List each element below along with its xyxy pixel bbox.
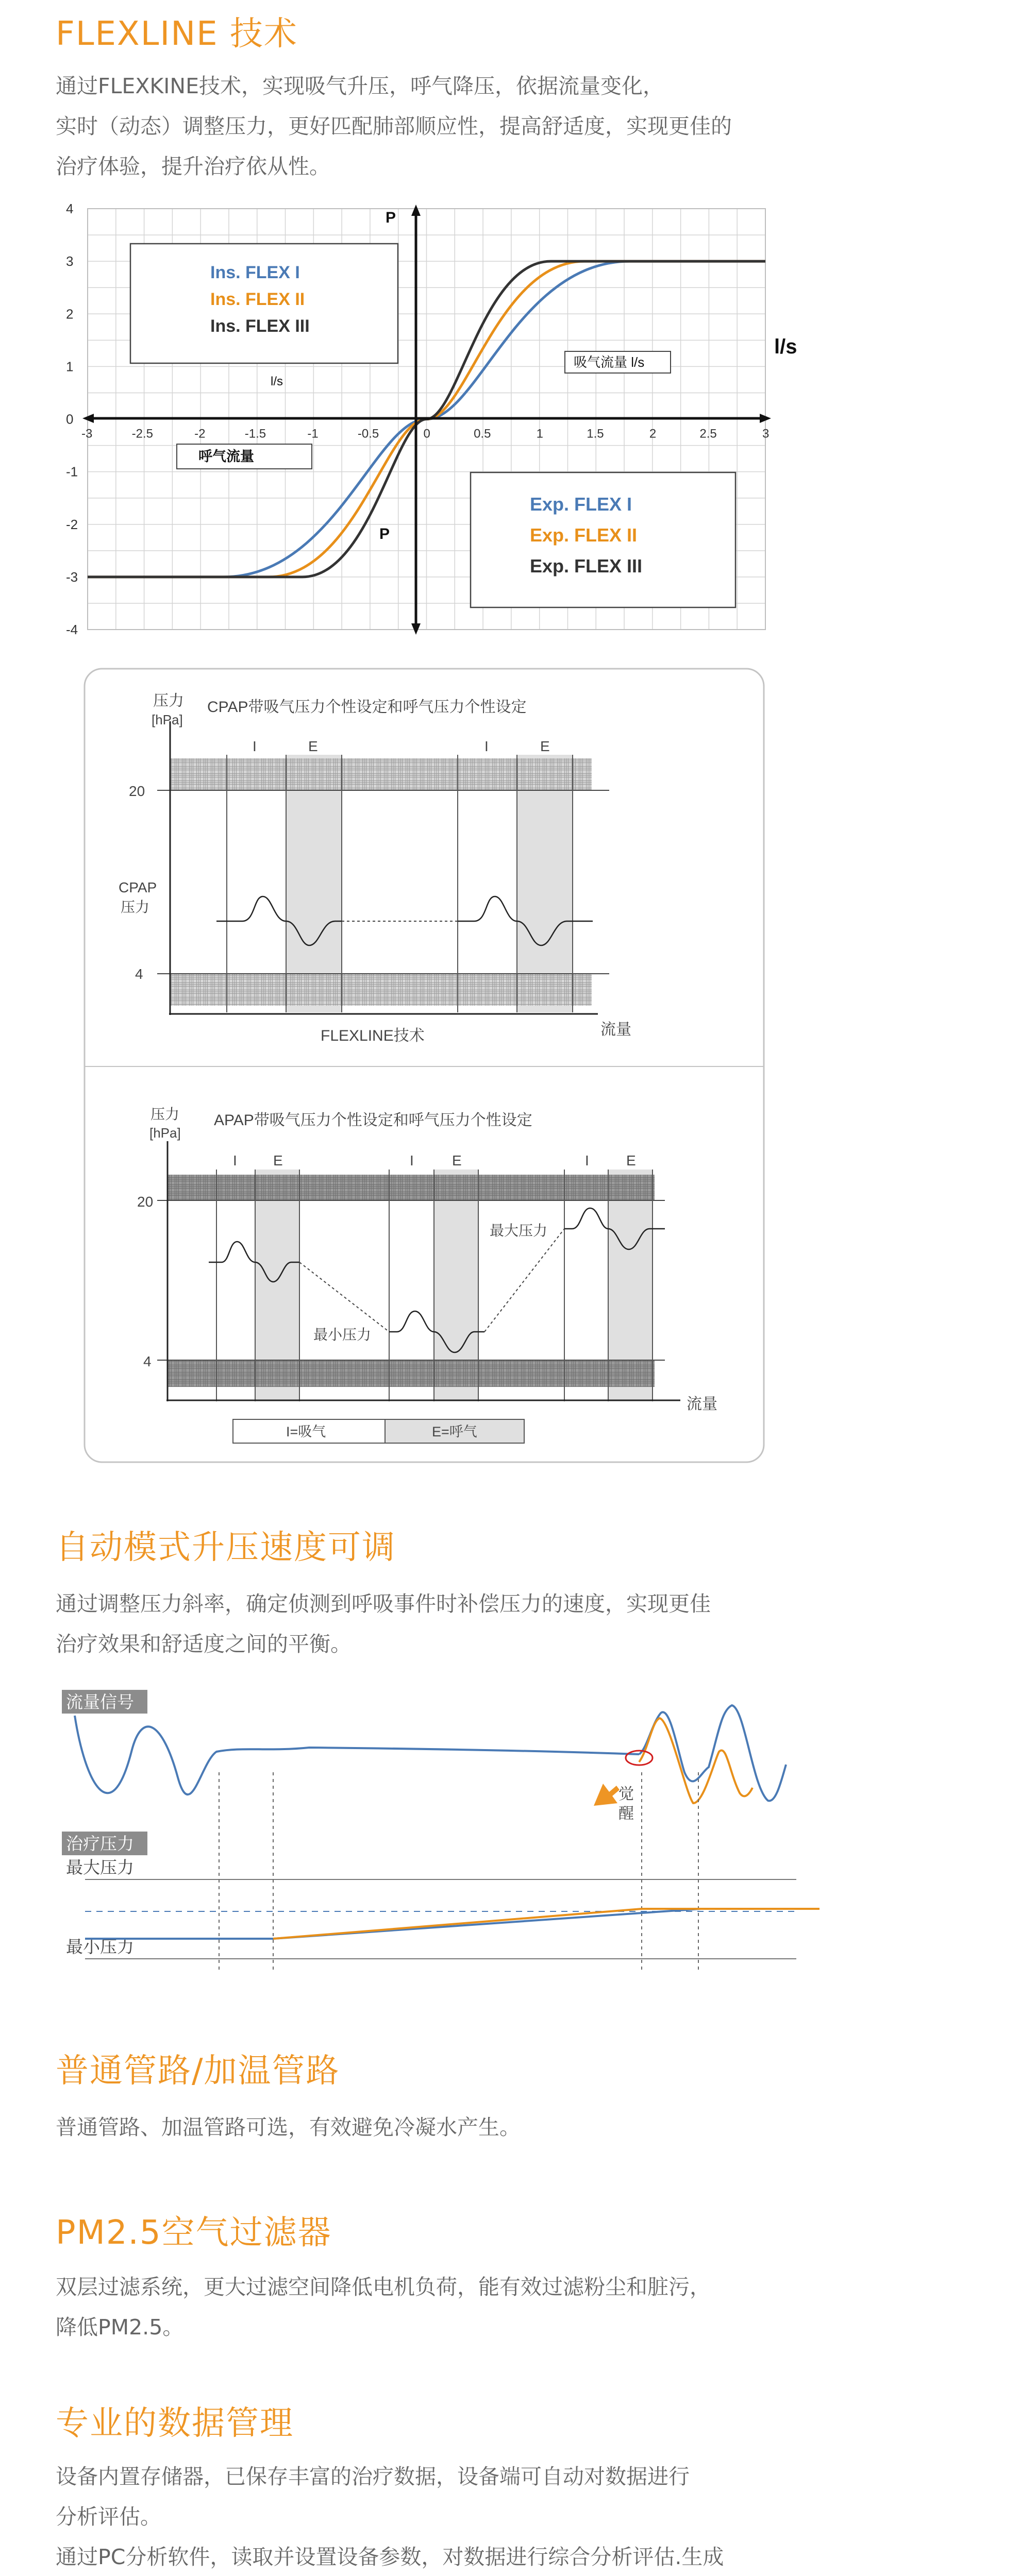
flow-signal-response: [639, 1718, 753, 1803]
ramp-line-2: 治疗效果和舒适度之间的平衡。: [56, 1632, 352, 1656]
section-title-data: 专业的数据管理: [56, 2404, 294, 2443]
cpap-mid-label-2: 压力: [121, 899, 150, 915]
ramp-chart: [0, 1685, 850, 1973]
ls-axis-label: l/s: [774, 335, 797, 358]
p-axis-label-top: P: [386, 209, 396, 226]
pressure-orange-ramp: [273, 1909, 820, 1939]
apap-legend-exhale: E=呼气: [432, 1424, 477, 1439]
x-tick-label: -1: [307, 427, 319, 441]
cpap-tick-20: 20: [129, 783, 145, 799]
ins-flex-3: Ins. FLEX III: [210, 316, 310, 336]
section-title-tubing: 普通管路/加温管路: [56, 2052, 340, 2090]
apap-phase-e-3: E: [626, 1153, 636, 1168]
apap-phase-i-3: I: [585, 1153, 589, 1168]
y-tick-label: -2: [66, 516, 78, 532]
x-tick-label: -1.5: [244, 427, 266, 441]
y-tick-label: -1: [66, 464, 78, 480]
section-title-filter: PM2.5空气过滤器: [56, 2214, 332, 2252]
cpap-ylabel-1: 压力: [153, 692, 184, 709]
min-pressure-label: 最小压力: [66, 1937, 134, 1956]
data-line-3: 通过PC分析软件，读取并设置设备参数，对数据进行综合分析评估.生成: [56, 2545, 724, 2569]
x-tick-label: 2: [649, 427, 657, 441]
apap-phase-i-1: I: [233, 1153, 237, 1168]
y-tick-label: 1: [66, 359, 74, 375]
cpap-xlabel: 流量: [600, 1021, 631, 1038]
flexline-line-3: 治疗体验，提升治疗依从性。: [56, 154, 330, 179]
x-tick-label: -2.5: [131, 427, 153, 441]
cpap-ylabel-2: [hPa]: [152, 712, 183, 727]
flexline-line-1: 通过FLEXKINE技术，实现吸气升压，呼气降压，依据流量变化，: [56, 74, 664, 98]
ls-small-label: l/s: [271, 375, 283, 388]
x-tick-label: 1: [536, 427, 544, 441]
tubing-line-1: 普通管路、加温管路可选，有效避免冷凝水产生。: [56, 2115, 521, 2140]
cpap-mid-label-1: CPAP: [119, 879, 157, 895]
flexline-line-2: 实时（动态）调整压力，更好匹配肺部顺应性，提高舒适度，实现更佳的: [56, 114, 732, 139]
apap-min-label: 最小压力: [313, 1327, 372, 1343]
y-tick-label: -3: [66, 569, 78, 585]
x-tick-label: 3: [762, 427, 770, 441]
exp-flex-1: Exp. FLEX I: [530, 494, 632, 515]
y-tick-label: 4: [66, 201, 74, 216]
apap-title: APAP带吸气压力个性设定和呼气压力个性设定: [214, 1112, 532, 1129]
filter-line-2: 降低PM2.5。: [56, 2315, 184, 2340]
x-tick-label: -0.5: [357, 427, 379, 441]
data-line-1: 设备内置存储器，已保存丰富的治疗数据，设备端可自动对数据进行: [56, 2464, 690, 2489]
y-axis-top-arrow: [411, 205, 421, 216]
y-tick-label: 0: [66, 411, 74, 427]
ins-flex-2: Ins. FLEX II: [210, 290, 305, 309]
x-tick-label: 2.5: [699, 427, 717, 441]
max-pressure-label: 最大压力: [66, 1858, 134, 1877]
apap-ylabel-2: [hPa]: [149, 1125, 181, 1141]
x-tick-label: 0: [423, 427, 430, 441]
cpap-tick-4: 4: [135, 966, 143, 982]
section-title-ramp: 自动模式升压速度可调: [56, 1529, 396, 1567]
cpap-lower-hatch: [170, 974, 592, 1006]
section-title-flexline: FLEXLINE 技术: [56, 15, 298, 53]
x-tick-label: 0.5: [474, 427, 491, 441]
cpap-phase-e-1: E: [308, 738, 318, 754]
y-tick-label: -4: [66, 622, 78, 637]
cpap-phase-i-1: I: [253, 738, 257, 754]
x-tick-label: -3: [81, 427, 93, 441]
p-axis-label-bottom: P: [379, 526, 390, 543]
flow-signal-curve: [75, 1716, 639, 1794]
data-line-2: 分析评估。: [56, 2504, 161, 2529]
therapy-pressure-label: 治疗压力: [66, 1834, 134, 1853]
cpap-title: CPAP带吸气压力个性设定和呼气压力个性设定: [207, 699, 527, 716]
exp-flex-3: Exp. FLEX III: [530, 555, 643, 577]
apap-max-label: 最大压力: [490, 1223, 548, 1239]
pressure-diagram-panel: [0, 659, 804, 1479]
apap-xlabel: 流量: [687, 1396, 717, 1413]
exp-flex-2: Exp. FLEX II: [530, 524, 638, 546]
ramp-line-1: 通过调整压力斜率，确定侦测到呼吸事件时补偿压力的速度，实现更佳: [56, 1591, 711, 1616]
wake-label-1: 觉: [618, 1786, 634, 1803]
wake-arrow-icon: [594, 1784, 620, 1806]
x-tick-label: -2: [194, 427, 206, 441]
inhale-flow-label: 吸气流量 l/s: [574, 354, 645, 370]
cpap-phase-e-2: E: [540, 738, 550, 754]
cpap-upper-hatch: [170, 758, 592, 790]
pressure-blue-ramp: [85, 1909, 701, 1939]
cpap-footer: FLEXLINE技术: [321, 1027, 425, 1044]
apap-lower-hatch: [168, 1360, 655, 1387]
apap-tick-20: 20: [137, 1194, 154, 1210]
apap-ylabel-1: 压力: [151, 1106, 180, 1122]
cpap-phase-i-2: I: [484, 738, 489, 754]
apap-upper-hatch: [168, 1175, 655, 1200]
apap-phase-e-1: E: [273, 1153, 283, 1168]
apap-phase-e-2: E: [452, 1153, 462, 1168]
y-tick-label: 2: [66, 306, 74, 322]
apap-phase-i-2: I: [410, 1153, 414, 1168]
wake-marker: [626, 1751, 653, 1765]
flex-curve-chart: [0, 196, 876, 649]
wake-label-2: 醒: [618, 1805, 634, 1822]
apap-legend-inhale: I=吸气: [286, 1424, 326, 1439]
filter-line-1: 双层过滤系统，更大过滤空间降低电机负荷，能有效过滤粉尘和脏污，: [56, 2275, 711, 2299]
flow-signal-label: 流量信号: [66, 1692, 134, 1711]
x-tick-label: 1.5: [587, 427, 604, 441]
exhale-flow-label: 呼气流量: [198, 449, 254, 464]
y-tick-label: 3: [66, 253, 74, 269]
ins-flex-1: Ins. FLEX I: [210, 263, 300, 282]
apap-tick-4: 4: [143, 1353, 152, 1369]
